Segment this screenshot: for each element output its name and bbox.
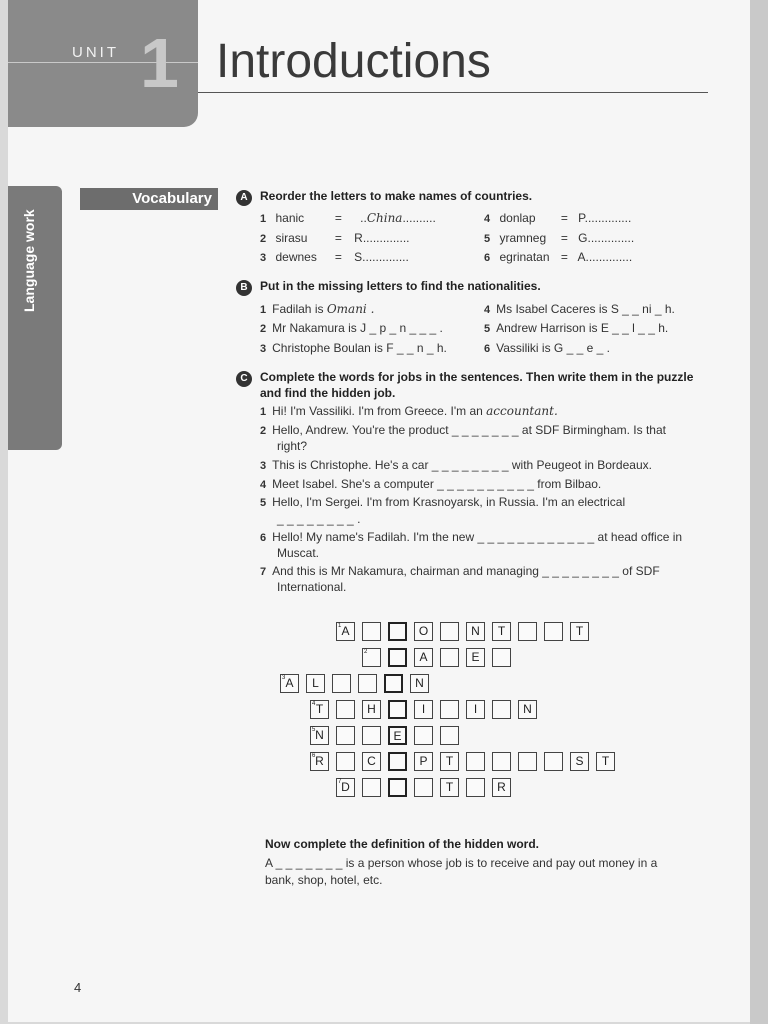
item-number: 3 [260, 343, 267, 355]
section-label-vocabulary: Vocabulary [80, 188, 218, 210]
cell-letter: T [575, 624, 584, 638]
final-instruction: Now complete the definition of the hidden word. [265, 837, 539, 851]
clue-number: 3 [282, 675, 286, 681]
item-number: 2 [260, 233, 267, 245]
puzzle-cell [414, 622, 433, 641]
item-text: Vassiliki is G _ _ e _ . [496, 341, 610, 355]
clue-number: 6 [312, 753, 316, 759]
item-text: Meet Isabel. She's a computer _ _ _ _ _ _ _ _ _ _ from Bilbao. [272, 477, 602, 491]
answer-dots: S.............. [354, 250, 409, 264]
puzzle-cell [544, 752, 563, 771]
puzzle-cell [570, 622, 589, 641]
cell-letter: A [419, 650, 428, 664]
cell-letter: T [601, 754, 610, 768]
cell-letter: I [421, 702, 426, 716]
clue-number: 2 [364, 649, 368, 655]
exC-item-3 [260, 458, 652, 472]
workbook-page [8, 0, 750, 1022]
puzzle-cell [466, 622, 485, 641]
puzzle-cell [336, 778, 355, 797]
puzzle-cell [336, 700, 355, 719]
exC-item-1 [260, 404, 558, 418]
cell-letter: P [419, 754, 428, 768]
puzzle-cell [440, 726, 459, 745]
cell-letter: A [341, 624, 350, 638]
puzzle-cell [466, 700, 485, 719]
puzzle-cell [544, 622, 563, 641]
item-number: 5 [260, 497, 267, 509]
cell-letter: C [367, 754, 376, 768]
side-tab-label: Language work [21, 209, 37, 312]
answer-dots: .......... [402, 211, 436, 225]
exercise-b-instruction: Put in the missing letters to find the nationalities. [260, 279, 541, 293]
item-number: 6 [260, 532, 267, 544]
puzzle-cell [492, 622, 511, 641]
exercise-c-instruction-line-1: Complete the words for jobs in the sentences. Then write them in the puzzle [260, 370, 694, 384]
exB-item-4 [484, 302, 675, 316]
scrambled-word: donlap [499, 211, 536, 225]
puzzle-cell [362, 700, 381, 719]
item-text: Christophe Boulan is F _ _ n _ h. [272, 341, 447, 355]
puzzle-cell [466, 752, 485, 771]
exercise-a-badge: A [236, 190, 252, 206]
item-text: And this is Mr Nakamura, chairman and managing _ _ _ _ _ _ _ _ of SDF [272, 564, 660, 578]
puzzle-cell [492, 648, 511, 667]
item-number: 5 [484, 323, 491, 335]
answer-dots: P.............. [578, 211, 632, 225]
item-number: 4 [260, 479, 267, 491]
exC-item-7-line-2: International. [277, 580, 347, 594]
puzzle-cell [414, 648, 433, 667]
handwritten-answer: China [366, 211, 403, 225]
puzzle-cell [492, 778, 511, 797]
exercise-a-instruction: Reorder the letters to make names of countries. [260, 189, 533, 203]
puzzle-cell [440, 778, 459, 797]
item-text: Mr Nakamura is J _ p _ n _ _ _ . [272, 321, 443, 335]
cell-letter: N [523, 702, 532, 716]
item-text: This is Christophe. He's a car _ _ _ _ _ _ _ _ with Peugeot in Bordeaux. [272, 458, 652, 472]
page-number: 4 [74, 980, 82, 995]
exC-item-4 [260, 477, 601, 491]
puzzle-cell [518, 752, 537, 771]
cell-letter: E [393, 729, 402, 743]
exC-item-7 [260, 564, 660, 578]
cell-letter: T [315, 702, 324, 716]
cell-letter: L [312, 676, 319, 690]
title-rule [198, 92, 708, 93]
exC-item-5-line-2: _ _ _ _ _ _ _ _ . [277, 512, 361, 526]
cell-letter: A [285, 676, 294, 690]
cell-letter: T [497, 624, 506, 638]
page-title: Introductions [216, 35, 491, 88]
puzzle-cell [336, 726, 355, 745]
puzzle-cell [440, 622, 459, 641]
exC-item-6 [260, 530, 682, 544]
puzzle-cell [362, 752, 381, 771]
item-number: 6 [484, 343, 491, 355]
cell-letter: R [315, 754, 324, 768]
handwritten-answer: accountant. [486, 404, 558, 418]
puzzle-cell [414, 700, 433, 719]
page-edge [750, 0, 768, 1024]
answer-dots: G.............. [578, 231, 635, 245]
puzzle-cell [518, 622, 537, 641]
exercise-b-badge: B [236, 280, 252, 296]
puzzle-cell [336, 622, 355, 641]
exA-item-3 [260, 250, 409, 264]
exB-item-2 [260, 321, 443, 335]
puzzle-cell [414, 778, 433, 797]
puzzle-cell [310, 700, 329, 719]
puzzle-cell [466, 648, 485, 667]
item-number: 6 [484, 252, 491, 264]
puzzle-cell [388, 622, 407, 641]
exA-item-6 [484, 250, 632, 264]
handwritten-answer: Omani . [326, 302, 375, 316]
equals-sign: = [560, 211, 568, 225]
scrambled-word: hanic [275, 211, 305, 225]
item-text: Hello! My name's Fadilah. I'm the new _ _ _ _ _ _ _ _ _ _ _ _ at head office in [272, 530, 683, 544]
exA-item-2 [260, 231, 410, 245]
exB-item-1 [260, 302, 374, 316]
equals-sign: = [334, 211, 342, 225]
answer-line: ..China.......... [360, 211, 436, 225]
exC-item-2 [260, 423, 666, 437]
puzzle-cell [362, 778, 381, 797]
clue-number: 5 [312, 727, 316, 733]
puzzle-cell [388, 700, 407, 719]
cell-letter: I [473, 702, 478, 716]
exercise-c-badge: C [236, 371, 252, 387]
exB-item-6 [484, 341, 610, 355]
equals-sign: = [560, 250, 568, 264]
equals-sign: = [334, 250, 342, 264]
equals-sign: = [334, 231, 342, 245]
unit-number: 1 [140, 24, 179, 102]
cell-letter: T [445, 780, 454, 794]
cell-letter: D [341, 780, 350, 794]
exC-item-6-line-2: Muscat. [277, 546, 320, 560]
puzzle-cell [388, 778, 407, 797]
puzzle-cell [388, 752, 407, 771]
item-number: 2 [260, 425, 267, 437]
puzzle-cell [492, 752, 511, 771]
puzzle-cell [414, 726, 433, 745]
puzzle-cell [336, 752, 355, 771]
item-number: 1 [260, 406, 267, 418]
exB-item-3 [260, 341, 447, 355]
cell-letter: N [415, 676, 424, 690]
puzzle-cell [362, 648, 381, 667]
item-number: 1 [260, 213, 267, 225]
puzzle-cell [332, 674, 351, 693]
item-text: Ms Isabel Caceres is S _ _ ni _ h. [496, 302, 675, 316]
cell-letter: T [445, 754, 454, 768]
scrambled-word: yramneg [499, 231, 547, 245]
puzzle-cell [310, 726, 329, 745]
item-number: 1 [260, 304, 267, 316]
item-number: 4 [484, 304, 491, 316]
item-text: Hello, I'm Sergei. I'm from Krasnoyarsk, in Russia. I'm an electrical [272, 495, 626, 509]
puzzle-cell [440, 648, 459, 667]
definition-line-2: bank, shop, hotel, etc. [265, 873, 383, 887]
cell-letter: N [471, 624, 480, 638]
cell-letter: E [471, 650, 480, 664]
puzzle-cell [306, 674, 325, 693]
puzzle-cell [384, 674, 403, 693]
item-number: 5 [484, 233, 491, 245]
exA-item-4 [484, 211, 631, 225]
definition-line-1: A _ _ _ _ _ _ _ is a person whose job is to receive and pay out money in a [265, 856, 658, 870]
cell-letter: O [418, 624, 429, 638]
puzzle-cell [596, 752, 615, 771]
exA-item-1 [260, 211, 436, 225]
answer-dots: R.............. [354, 231, 410, 245]
clue-number: 4 [312, 701, 316, 707]
item-number: 2 [260, 323, 267, 335]
puzzle-cell [358, 674, 377, 693]
scrambled-word: dewnes [275, 250, 317, 264]
item-text: Hi! I'm Vassiliki. I'm from Greece. I'm an [272, 404, 483, 418]
exercise-c-instruction-line-2: and find the hidden job. [260, 386, 396, 400]
puzzle-cell [570, 752, 589, 771]
item-text: Andrew Harrison is E _ _ l _ _ h. [496, 321, 669, 335]
cell-letter: H [367, 702, 376, 716]
puzzle-cell [414, 752, 433, 771]
item-text: Fadilah is [272, 302, 324, 316]
exC-item-5 [260, 495, 625, 509]
puzzle-cell [362, 726, 381, 745]
puzzle-cell [310, 752, 329, 771]
clue-number: 7 [338, 779, 342, 785]
clue-number: 1 [338, 623, 342, 629]
puzzle-cell [280, 674, 299, 693]
exC-item-2-line-2: right? [277, 439, 308, 453]
puzzle-cell [388, 726, 407, 745]
cell-letter: N [315, 728, 324, 742]
cell-letter: S [575, 754, 584, 768]
exA-item-5 [484, 231, 634, 245]
unit-label: UNIT [72, 44, 119, 61]
puzzle-cell [466, 778, 485, 797]
scrambled-word: egrinatan [499, 250, 550, 264]
item-number: 4 [484, 213, 491, 225]
exB-item-5 [484, 321, 668, 335]
item-text: Hello, Andrew. You're the product _ _ _ _ _ _ _ at SDF Birmingham. Is that [272, 423, 666, 437]
puzzle-cell [362, 622, 381, 641]
puzzle-cell [410, 674, 429, 693]
puzzle-cell [492, 700, 511, 719]
scrambled-word: sirasu [275, 231, 308, 245]
item-number: 3 [260, 252, 267, 264]
item-number: 7 [260, 566, 267, 578]
equals-sign: = [560, 231, 568, 245]
answer-dots: A.............. [577, 250, 633, 264]
puzzle-cell [440, 752, 459, 771]
item-number: 3 [260, 460, 267, 472]
puzzle-cell [388, 648, 407, 667]
puzzle-cell [440, 700, 459, 719]
cell-letter: R [497, 780, 506, 794]
puzzle-cell [518, 700, 537, 719]
